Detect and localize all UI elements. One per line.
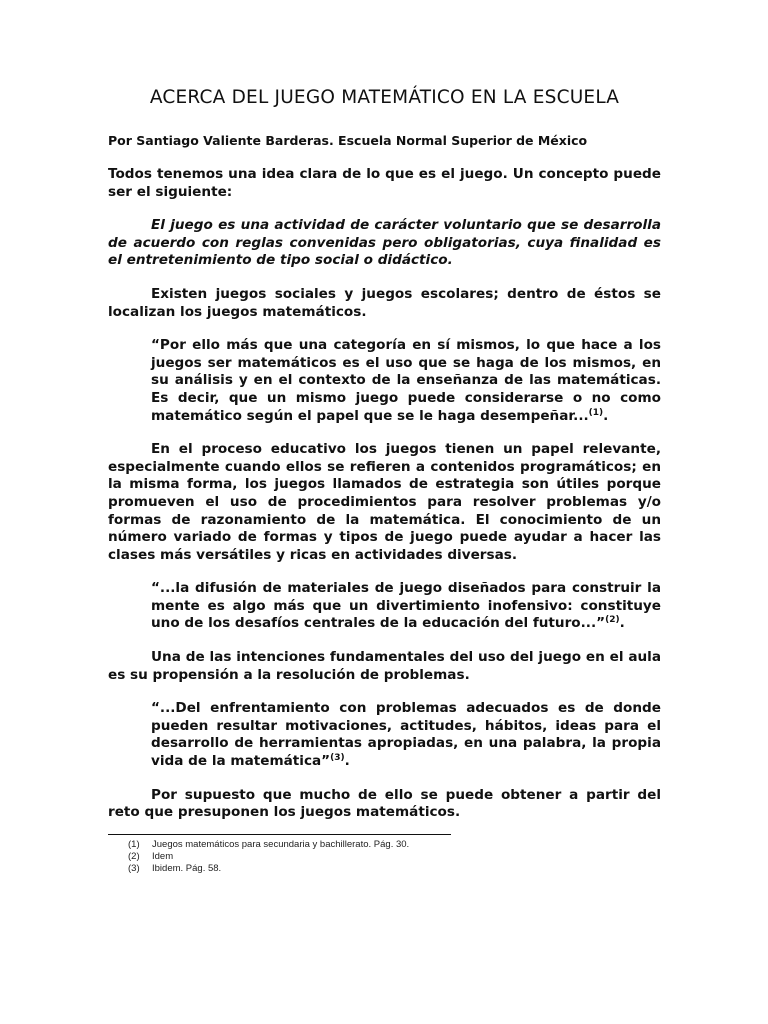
footnote-ref-1: (1)	[588, 407, 604, 418]
document-page	[108, 86, 661, 875]
footnote-item	[108, 851, 661, 863]
author-byline: Por Santiago Valiente Barderas. Escuela Normal Superior de México	[108, 133, 588, 148]
footnote-text: Juegos matemáticos para secundaria y bachillerato. Pág. 30.	[152, 838, 410, 850]
footnotes	[108, 839, 661, 875]
quote-2	[151, 580, 661, 633]
footnote-number: (2)	[128, 850, 140, 862]
paragraph-conclusion: Por supuesto que mucho de ello se puede obtener a partir del reto que presuponen los juegos matemáticos.	[108, 786, 661, 821]
footnote-ref-2: (2)	[605, 615, 620, 626]
footnote-item	[108, 839, 661, 851]
quote-3-end: .	[344, 753, 350, 770]
footnote-item	[108, 863, 661, 875]
footnote-separator	[108, 834, 451, 835]
footnote-text: Ibidem. Pág. 58.	[152, 862, 222, 874]
quote-3-text: “...Del enfrentamiento con problemas adecuados es de donde pueden resultar motivaciones, actitudes, hábitos, ideas para el desarrollo de herramientas apropiadas, en una palabra, la propia vida de la matemática”	[151, 700, 661, 770]
footnote-ref-3: (3)	[330, 753, 345, 764]
footnote-number: (1)	[128, 838, 140, 850]
quote-1-end: .	[603, 407, 609, 424]
quote-2-text: “...la difusión de materiales de juego diseñados para construir la mente es algo más que un divertimiento inofensivo: constituye uno de los desafíos centrales de la educación del futuro...”	[151, 580, 661, 632]
paragraph-intro: Todos tenemos una idea clara de lo que es el juego. Un concepto puede ser el siguiente:	[108, 166, 661, 200]
document-title: ACERCA DEL JUEGO MATEMÁTICO EN LA ESCUELA	[149, 87, 620, 108]
quote-1-text: “Por ello más que una categoría en sí mismos, lo que hace a los juegos ser matemáticos es el uso que se haga de los mismos, en su análisis y en el contexto de la enseñanza de las matemáticas. Es decir, que un mismo juego puede considerarse o no como matemático según el papel que se le haga desempeñar...	[151, 337, 661, 424]
paragraph-types: Existen juegos sociales y juegos escolares; dentro de éstos se localizan los juegos matemáticos.	[108, 285, 661, 320]
paragraph-intentions: Una de las intenciones fundamentales del uso del juego en el aula es su propensión a la resolución de problemas.	[108, 649, 661, 683]
quote-2-end: .	[619, 615, 625, 632]
footnote-text: Idem	[152, 850, 174, 862]
quote-3	[151, 700, 661, 770]
footnote-number: (3)	[128, 862, 140, 874]
quote-1	[151, 337, 661, 425]
paragraph-educational-process: En el proceso educativo los juegos tienen un papel relevante, especialmente cuando ellos se refieren a contenidos programáticos; en la misma forma, los juegos llamados de estrategia son útiles porque promueven el uso de procedimientos para resolver problemas y/o formas de razonamiento de la matemática. El conocimiento de un número variado de formas y tipos de juego puede ayudar a hacer las clases más versátiles y ricas en actividades diversas.	[108, 441, 661, 563]
paragraph-definition: El juego es una actividad de carácter voluntario que se desarrolla de acuerdo con reglas convenidas pero obligatorias, cuya finalidad es el entretenimiento de tipo social o didáctico.	[108, 217, 661, 269]
